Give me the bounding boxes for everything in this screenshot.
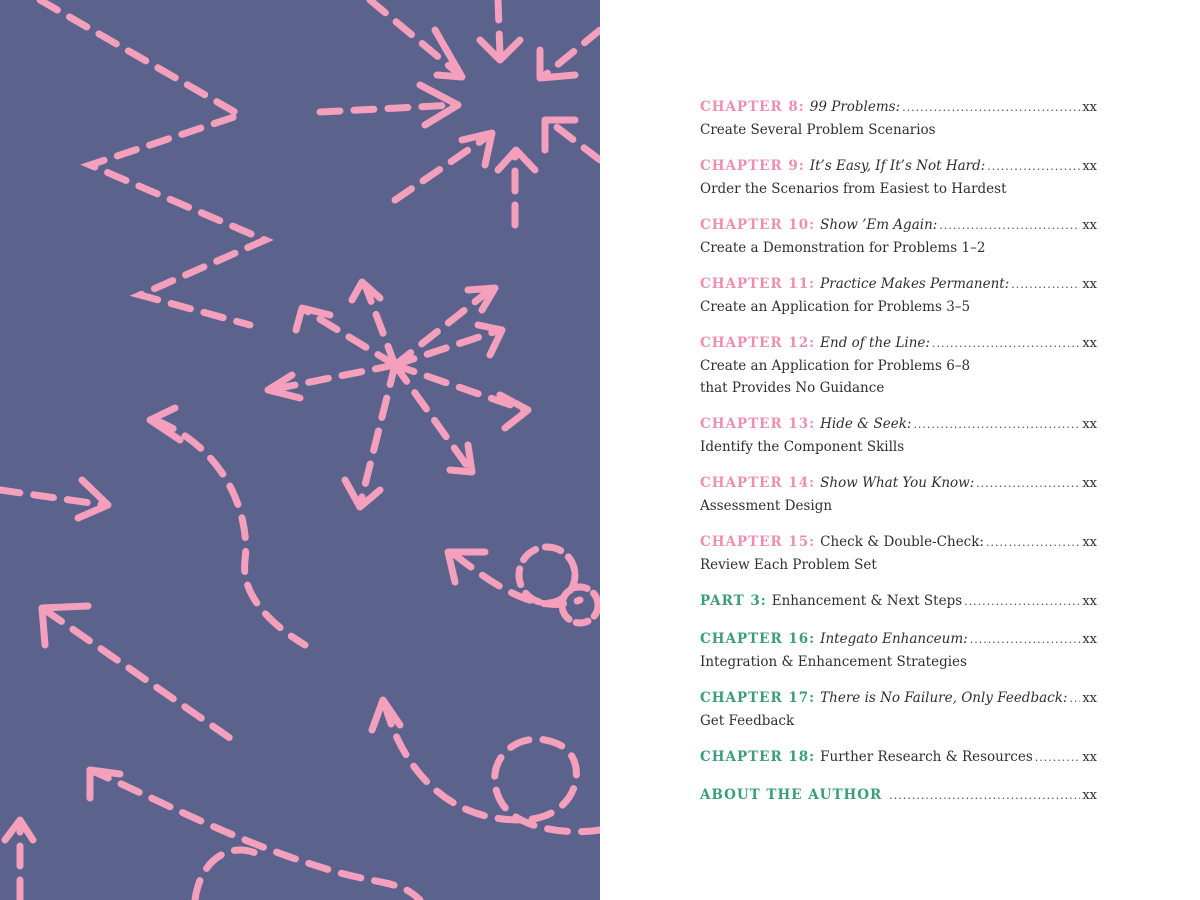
page-number: xx: [1082, 100, 1097, 115]
chapter-label: CHAPTER 9:: [700, 158, 805, 174]
chapter-subtitle: Assessment Design: [700, 498, 833, 514]
chapter-title: Hide & Seek:: [820, 416, 912, 432]
toc-entry[interactable]: [700, 687, 1097, 732]
dot-leader: [939, 215, 1080, 237]
chapter-subtitle: Integration & Enhancement Strategies: [700, 654, 967, 670]
toc-entry-line: [700, 214, 1097, 237]
chapter-subtitle: Create a Demonstration for Problems 1–2: [700, 240, 986, 256]
chapter-title: Integato Enhanceum:: [820, 631, 968, 647]
chapter-title: Show What You Know:: [820, 475, 975, 491]
dot-leader: [902, 97, 1080, 119]
page-number: xx: [1082, 594, 1097, 609]
table-of-contents: [700, 96, 1097, 822]
dot-leader: [986, 532, 1080, 554]
toc-entry-line: [700, 746, 1097, 769]
toc-entry-line: [700, 413, 1097, 436]
dot-leader: [970, 629, 1081, 651]
chapter-label: CHAPTER 12:: [700, 335, 816, 351]
toc-entry[interactable]: [700, 413, 1097, 458]
toc-entry-line: [700, 96, 1097, 119]
toc-entry-line: [700, 590, 1097, 613]
chapter-title: Check & Double-Check:: [820, 534, 984, 550]
page-number: xx: [1082, 417, 1097, 432]
toc-entry-line: [700, 332, 1097, 355]
chapter-subtitle: Create an Application for Problems 3–5: [700, 299, 971, 315]
chapter-title: It’s Easy, If It’s Not Hard:: [809, 158, 986, 174]
dot-leader: [913, 414, 1080, 436]
toc-entry-line: [700, 155, 1097, 178]
chapter-title: End of the Line:: [820, 335, 930, 351]
page-number: xx: [1082, 691, 1097, 706]
chapter-title: There is No Failure, Only Feedback:: [820, 690, 1068, 706]
chapter-subtitle: Identify the Component Skills: [700, 439, 905, 455]
table-of-contents-page: [600, 0, 1200, 900]
chapter-label: ABOUT THE AUTHOR: [700, 787, 883, 803]
toc-entry-line: [700, 784, 1097, 807]
chapter-label: CHAPTER 10:: [700, 217, 816, 233]
toc-entry[interactable]: [700, 628, 1097, 673]
dot-leader: [932, 333, 1080, 355]
toc-entry-line: [700, 273, 1097, 296]
dot-leader: [1035, 747, 1081, 769]
chapter-title: Show ’Em Again:: [820, 217, 938, 233]
page-number: xx: [1082, 277, 1097, 292]
page-number: xx: [1082, 750, 1097, 765]
toc-entry[interactable]: [700, 784, 1097, 807]
chapter-label: CHAPTER 16:: [700, 631, 816, 647]
toc-entry[interactable]: [700, 332, 1097, 399]
chapter-title: Practice Makes Permanent:: [820, 276, 1010, 292]
chapter-subtitle: Review Each Problem Set: [700, 557, 877, 573]
chapter-label: CHAPTER 13:: [700, 416, 816, 432]
chapter-title: 99 Problems:: [809, 99, 901, 115]
chapter-subtitle: Get Feedback: [700, 713, 795, 729]
toc-entry[interactable]: [700, 746, 1097, 769]
chapter-label: CHAPTER 8:: [700, 99, 805, 115]
chapter-label: CHAPTER 14:: [700, 475, 816, 491]
dot-leader: [889, 785, 1080, 807]
page-number: xx: [1082, 336, 1097, 351]
chapter-label: CHAPTER 17:: [700, 690, 816, 706]
page-number: xx: [1082, 476, 1097, 491]
page-number: xx: [1082, 218, 1097, 233]
toc-entry-line: [700, 628, 1097, 651]
chapter-label: CHAPTER 15:: [700, 534, 816, 550]
toc-entry-line: [700, 472, 1097, 495]
chapter-subtitle: Create an Application for Problems 6–8: [700, 358, 971, 374]
page-number: xx: [1082, 159, 1097, 174]
page-number: xx: [1082, 632, 1097, 647]
chapter-label: CHAPTER 18:: [700, 749, 816, 765]
dot-leader: [964, 591, 1080, 613]
toc-entry[interactable]: [700, 214, 1097, 259]
page-number: xx: [1082, 535, 1097, 550]
toc-entry[interactable]: [700, 590, 1097, 613]
dot-leader: [1011, 274, 1080, 296]
chapter-label: PART 3:: [700, 593, 767, 609]
page-number: xx: [1082, 788, 1097, 803]
toc-entry-line: [700, 531, 1097, 554]
chapter-label: CHAPTER 11:: [700, 276, 816, 292]
toc-entry[interactable]: [700, 273, 1097, 318]
toc-entry[interactable]: [700, 96, 1097, 141]
chapter-subtitle: Create Several Problem Scenarios: [700, 122, 936, 138]
chapter-title: Further Research & Resources: [820, 749, 1033, 765]
chapter-title: Enhancement & Next Steps: [771, 593, 963, 609]
toc-entry[interactable]: [700, 155, 1097, 200]
toc-entry-line: [700, 687, 1097, 710]
chapter-subtitle: Order the Scenarios from Easiest to Hardest: [700, 181, 1007, 197]
dot-leader: [976, 473, 1080, 495]
dot-leader: [1069, 688, 1080, 710]
toc-entry[interactable]: [700, 472, 1097, 517]
toc-entry[interactable]: [700, 531, 1097, 576]
chapter-subtitle: that Provides No Guidance: [700, 380, 885, 396]
dot-leader: [987, 156, 1080, 178]
